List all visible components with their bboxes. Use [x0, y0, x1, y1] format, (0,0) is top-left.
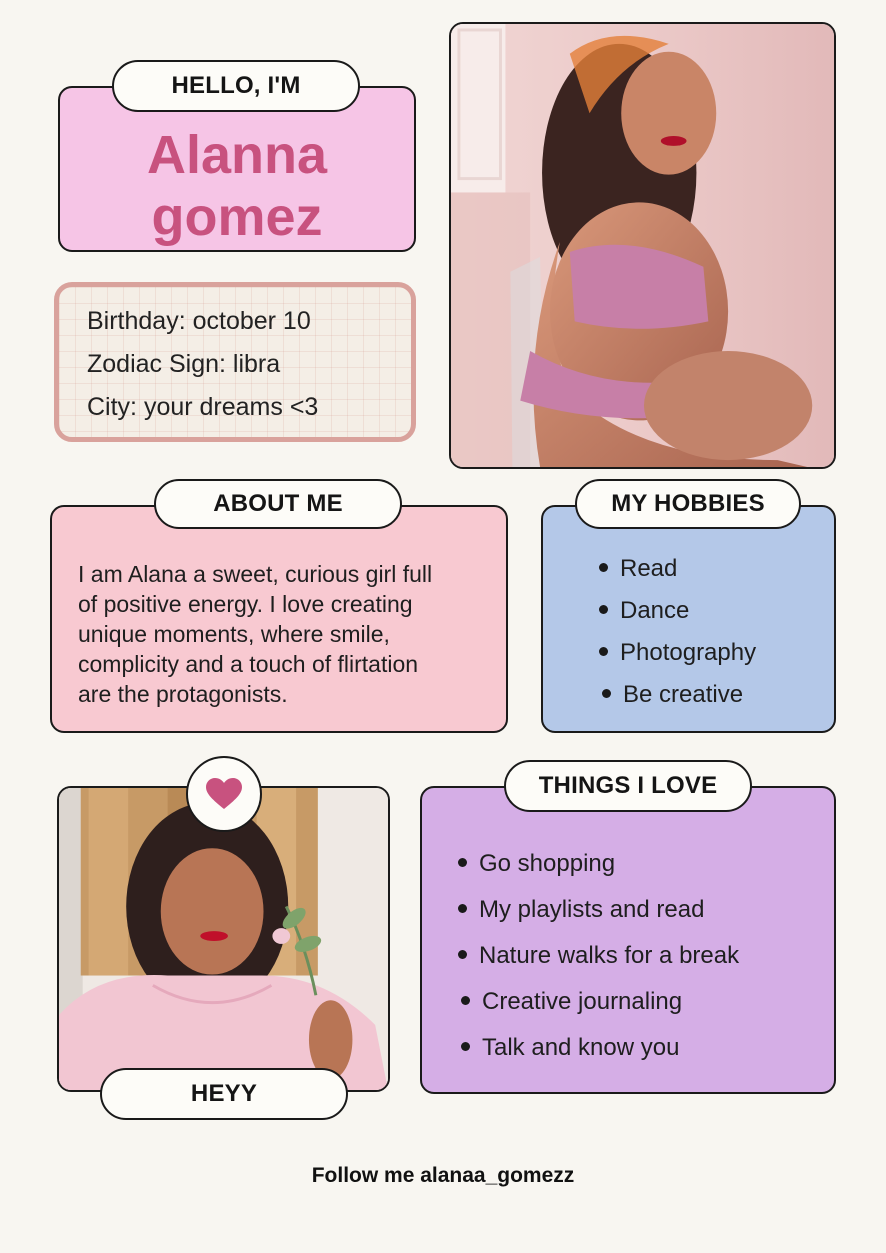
- about-line: are the protagonists.: [78, 681, 288, 707]
- list-item: [602, 681, 743, 709]
- about-line: I am Alana a sweet, curious girl full: [78, 561, 433, 587]
- love-label: Go shopping: [479, 850, 616, 877]
- birthday-text: Birthday: october 10: [87, 307, 311, 335]
- about-card: [50, 505, 508, 733]
- list-item: [458, 850, 615, 878]
- love-label: Creative journaling: [482, 988, 683, 1015]
- profile-photo-bottom-image: [59, 788, 388, 1090]
- profile-name: [60, 124, 414, 248]
- hobby-label: Be creative: [623, 681, 744, 708]
- footer-follow-text: Follow me alanaa_gomezz: [311, 1164, 575, 1187]
- first-name: Alanna: [146, 125, 328, 185]
- love-label: My playlists and read: [479, 896, 705, 923]
- info-card: [54, 282, 416, 442]
- bullet-icon: [461, 1042, 470, 1051]
- profile-photo-top-image: [451, 24, 834, 467]
- list-item: [461, 988, 682, 1016]
- hobbies-card: [541, 505, 836, 733]
- list-item: [461, 1034, 679, 1062]
- bullet-icon: [599, 563, 608, 572]
- about-line: complicity and a touch of flirtation: [78, 651, 419, 677]
- about-title: ABOUT ME: [154, 479, 402, 529]
- love-label: Talk and know you: [482, 1034, 680, 1061]
- bullet-icon: [458, 858, 467, 867]
- hobby-label: Photography: [620, 639, 757, 666]
- about-text: [78, 559, 498, 709]
- heart-badge: [186, 756, 262, 832]
- list-item: [599, 555, 677, 583]
- things-i-love-card: [420, 786, 836, 1094]
- love-label: Nature walks for a break: [479, 942, 740, 969]
- bullet-icon: [458, 950, 467, 959]
- bullet-icon: [599, 647, 608, 656]
- photo-caption: HEYY: [100, 1068, 348, 1120]
- about-line: unique moments, where smile,: [78, 621, 390, 647]
- list-item: [599, 597, 689, 625]
- bullet-icon: [599, 605, 608, 614]
- zodiac-text: Zodiac Sign: libra: [87, 350, 281, 378]
- hello-label: HELLO, I'M: [112, 60, 360, 112]
- about-line: of positive energy. I love creating: [78, 591, 413, 617]
- hobby-label: Dance: [620, 597, 690, 624]
- city-text: City: your dreams <3: [87, 393, 319, 421]
- list-item: [458, 942, 739, 970]
- hobby-label: Read: [620, 555, 678, 582]
- profile-photo-top: [449, 22, 836, 469]
- bullet-icon: [458, 904, 467, 913]
- bullet-icon: [461, 996, 470, 1005]
- things-i-love-title: THINGS I LOVE: [504, 760, 752, 812]
- heart-icon: [206, 778, 242, 810]
- list-item: [458, 896, 704, 924]
- list-item: [599, 639, 756, 667]
- bullet-icon: [602, 689, 611, 698]
- last-name: gomez: [151, 187, 323, 247]
- hobbies-title: MY HOBBIES: [575, 479, 801, 529]
